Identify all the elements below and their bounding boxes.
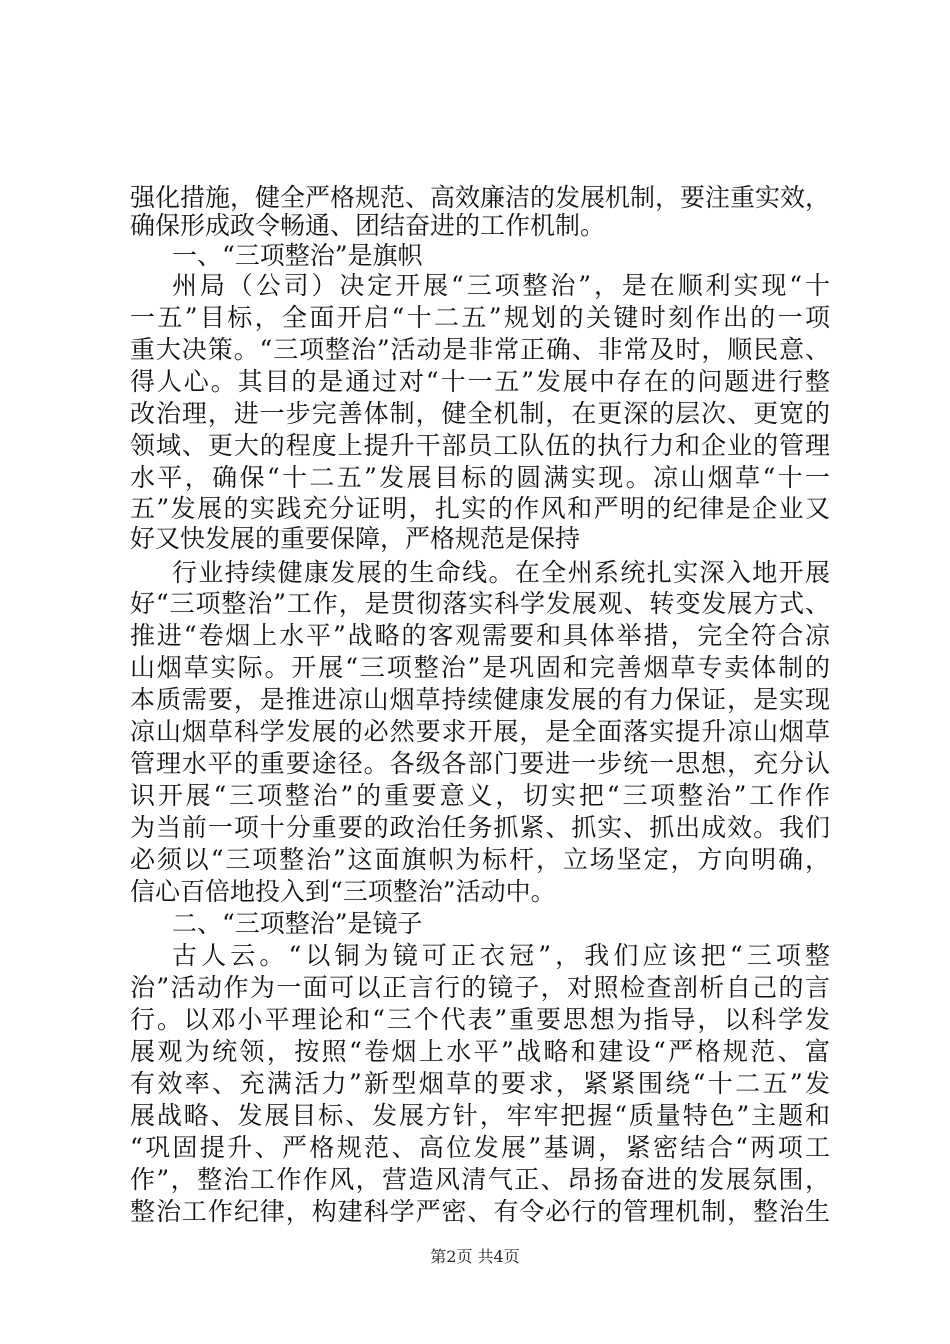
text-line: 治”活动作为一面可以正言行的镜子，对照检查剖析自己的言 (130, 973, 830, 1002)
text-line: 管理水平的重要途径。各级各部门要进一步统一思想，充分认 (130, 749, 830, 778)
text-line: 行。以邓小平理论和“三个代表”重要思想为指导，以科学发 (130, 1005, 830, 1034)
text-line: 州局（公司）决定开展“三项整治”，是在顺利实现“十 (172, 271, 830, 300)
text-line: 作”，整治工作作风，营造风清气正、昂扬奋进的发展氛围， (130, 1165, 830, 1194)
section-heading-2: 二、“三项整治”是镜子 (172, 909, 423, 938)
text-line: 水平，确保“十二五”发展目标的圆满实现。凉山烟草“十一 (130, 463, 830, 492)
text-line: 有效率、充满活力”新型烟草的要求，紧紧围绕“十二五”发 (130, 1069, 830, 1098)
text-line: 好“三项整治”工作，是贯彻落实科学发展观、转变发展方式、 (130, 589, 830, 618)
text-line: 信心百倍地投入到“三项整治”活动中。 (130, 877, 556, 906)
page-number-footer: 第2页 共4页 (430, 1247, 520, 1266)
text-line: 古人云。“以铜为镜可正衣冠”，我们应该把“三项整 (172, 941, 830, 970)
text-line: 确保形成政令畅通、团结奋进的工作机制。 (130, 211, 606, 240)
text-line: 重大决策。“三项整治”活动是非常正确、非常及时，顺民意、 (130, 335, 830, 364)
text-line: 展观为统领，按照“卷烟上水平”战略和建设“严格规范、富 (130, 1037, 830, 1066)
text-line: 行业持续健康发展的生命线。在全州系统扎实深入地开展 (172, 558, 830, 587)
text-line: 五”发展的实践充分证明，扎实的作风和严明的纪律是企业又 (130, 494, 830, 523)
text-line: 本质需要，是推进凉山烟草持续健康发展的有力保证，是实现 (130, 685, 830, 714)
text-line: 整治工作纪律，构建科学严密、有令必行的管理机制，整治生 (130, 1197, 830, 1226)
text-line: “巩固提升、严格规范、高位发展”基调，紧密结合“两项工 (130, 1133, 830, 1162)
text-line: 领域、更大的程度上提升干部员工队伍的执行力和企业的管理 (130, 431, 830, 460)
text-line: 为当前一项十分重要的政治任务抓紧、抓实、抓出成效。我们 (130, 813, 830, 842)
text-line: 好又快发展的重要保障，严格规范是保持 (130, 524, 581, 553)
text-line: 展战略、发展目标、发展方针，牢牢把握“质量特色”主题和 (130, 1101, 830, 1130)
text-line: 必须以“三项整治”这面旗帜为标杆，立场坚定，方向明确， (130, 845, 830, 874)
text-line: 山烟草实际。开展“三项整治”是巩固和完善烟草专卖体制的 (130, 653, 830, 682)
section-heading-1: 一、“三项整治”是旗帜 (172, 241, 423, 270)
text-line: 识开展“三项整治”的重要意义，切实把“三项整治”工作作 (130, 781, 830, 810)
text-line: 得人心。其目的是通过对“十一五”发展中存在的问题进行整 (130, 367, 830, 396)
text-line: 改治理，进一步完善体制，健全机制，在更深的层次、更宽的 (130, 399, 830, 428)
text-line: 凉山烟草科学发展的必然要求开展，是全面落实提升凉山烟草 (130, 717, 830, 746)
text-line: 强化措施，健全严格规范、高效廉洁的发展机制，要注重实效， (130, 183, 831, 212)
text-line: 一五”目标，全面开启“十二五”规划的关键时刻作出的一项 (130, 303, 830, 332)
text-line: 推进“卷烟上水平”战略的客观需要和具体举措，完全符合凉 (130, 621, 830, 650)
